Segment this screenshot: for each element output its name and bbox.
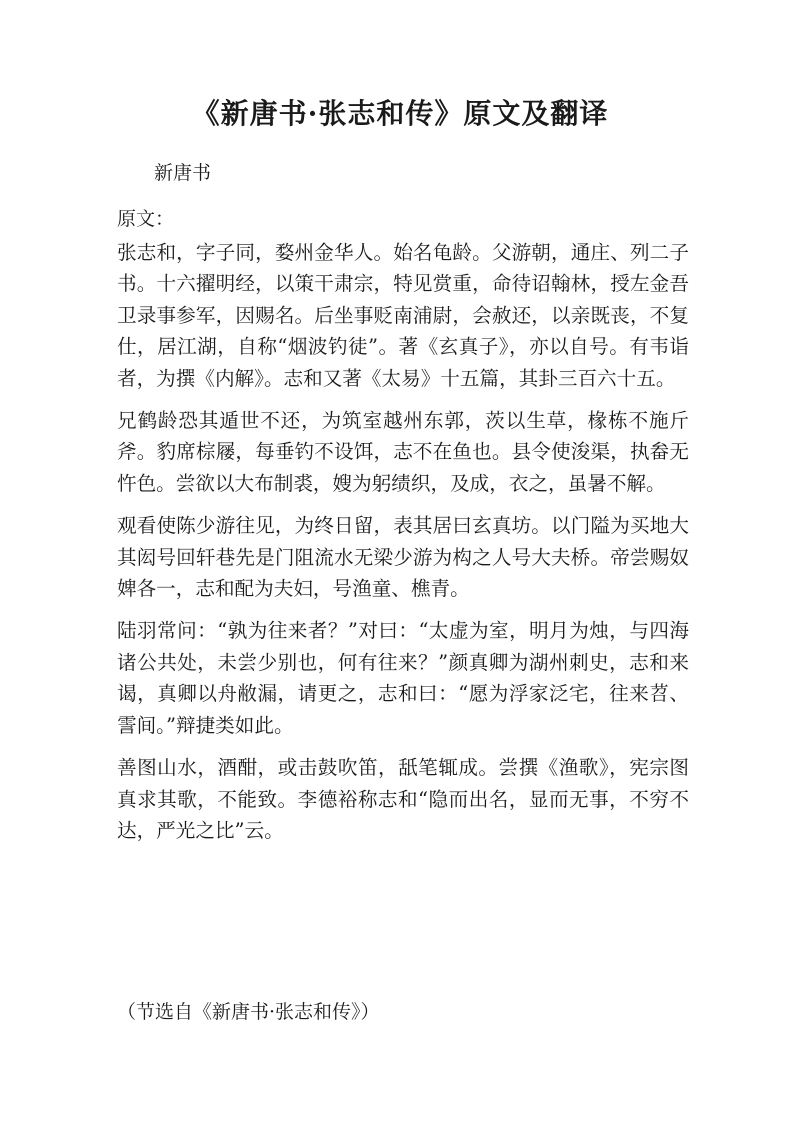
paragraph: 善图山水，酒酣，或击鼓吹笛，舐笔辄成。尝撰《渔歌》，宪宗图真求其歌，不能致。李德裕称志和“隐而出名，显而无事，不穷不达，严光之比”云。 — [117, 756, 689, 842]
paragraph: 观看使陈少游往见，为终日留，表其居曰玄真坊。以门隘为买地大其闳号回轩巷先是门阻流水无梁少游为构之人号大夫桥。帝尝赐奴婢各一，志和配为夫妇，号渔童、樵青。 — [117, 514, 689, 601]
original-text-body — [117, 237, 689, 857]
paragraph: 张志和，字子同，婺州金华人。始名龟龄。父游朝，通庄、列二子书。十六擢明经，以策干肃宗，特见赏重，命待诏翰林，授左金吾卫录事参军，因赐名。后坐事贬南浦尉，会赦还，以亲既丧，不复仕，居江湖，自称“烟波钓徒”。著《玄真子》，亦以自号。有韦诣者，为撰《内解》。志和又著《太易》十五篇，其卦三百六十五。 — [117, 241, 689, 390]
paragraph: 兄鹤龄恐其遁世不还，为筑室越州东郭，茨以生草，椽栋不施斤斧。豹席棕屦，每垂钓不设饵，志不在鱼也。县令使浚渠，执畚无忤色。尝欲以大布制裘，嫂为躬绩织，及成，衣之，虽暑不解。 — [117, 409, 689, 495]
original-text-label: 原文： — [117, 208, 175, 230]
document-title: 《新唐书·张志和传》原文及翻译 — [191, 97, 609, 130]
source-note: （节选自《新唐书·张志和传》） — [117, 1001, 380, 1023]
paragraph: 陆羽常问：“孰为往来者？”对曰：“太虚为室，明月为烛，与四海诸公共处，未尝少别也，何有往来？”颜真卿为湖州刺史，志和来谒，真卿以舟敝漏，请更之，志和曰：“愿为浮家泛宅，往来苕、霅间。”辩捷类如此。 — [117, 619, 689, 737]
book-name: 新唐书 — [154, 162, 212, 184]
